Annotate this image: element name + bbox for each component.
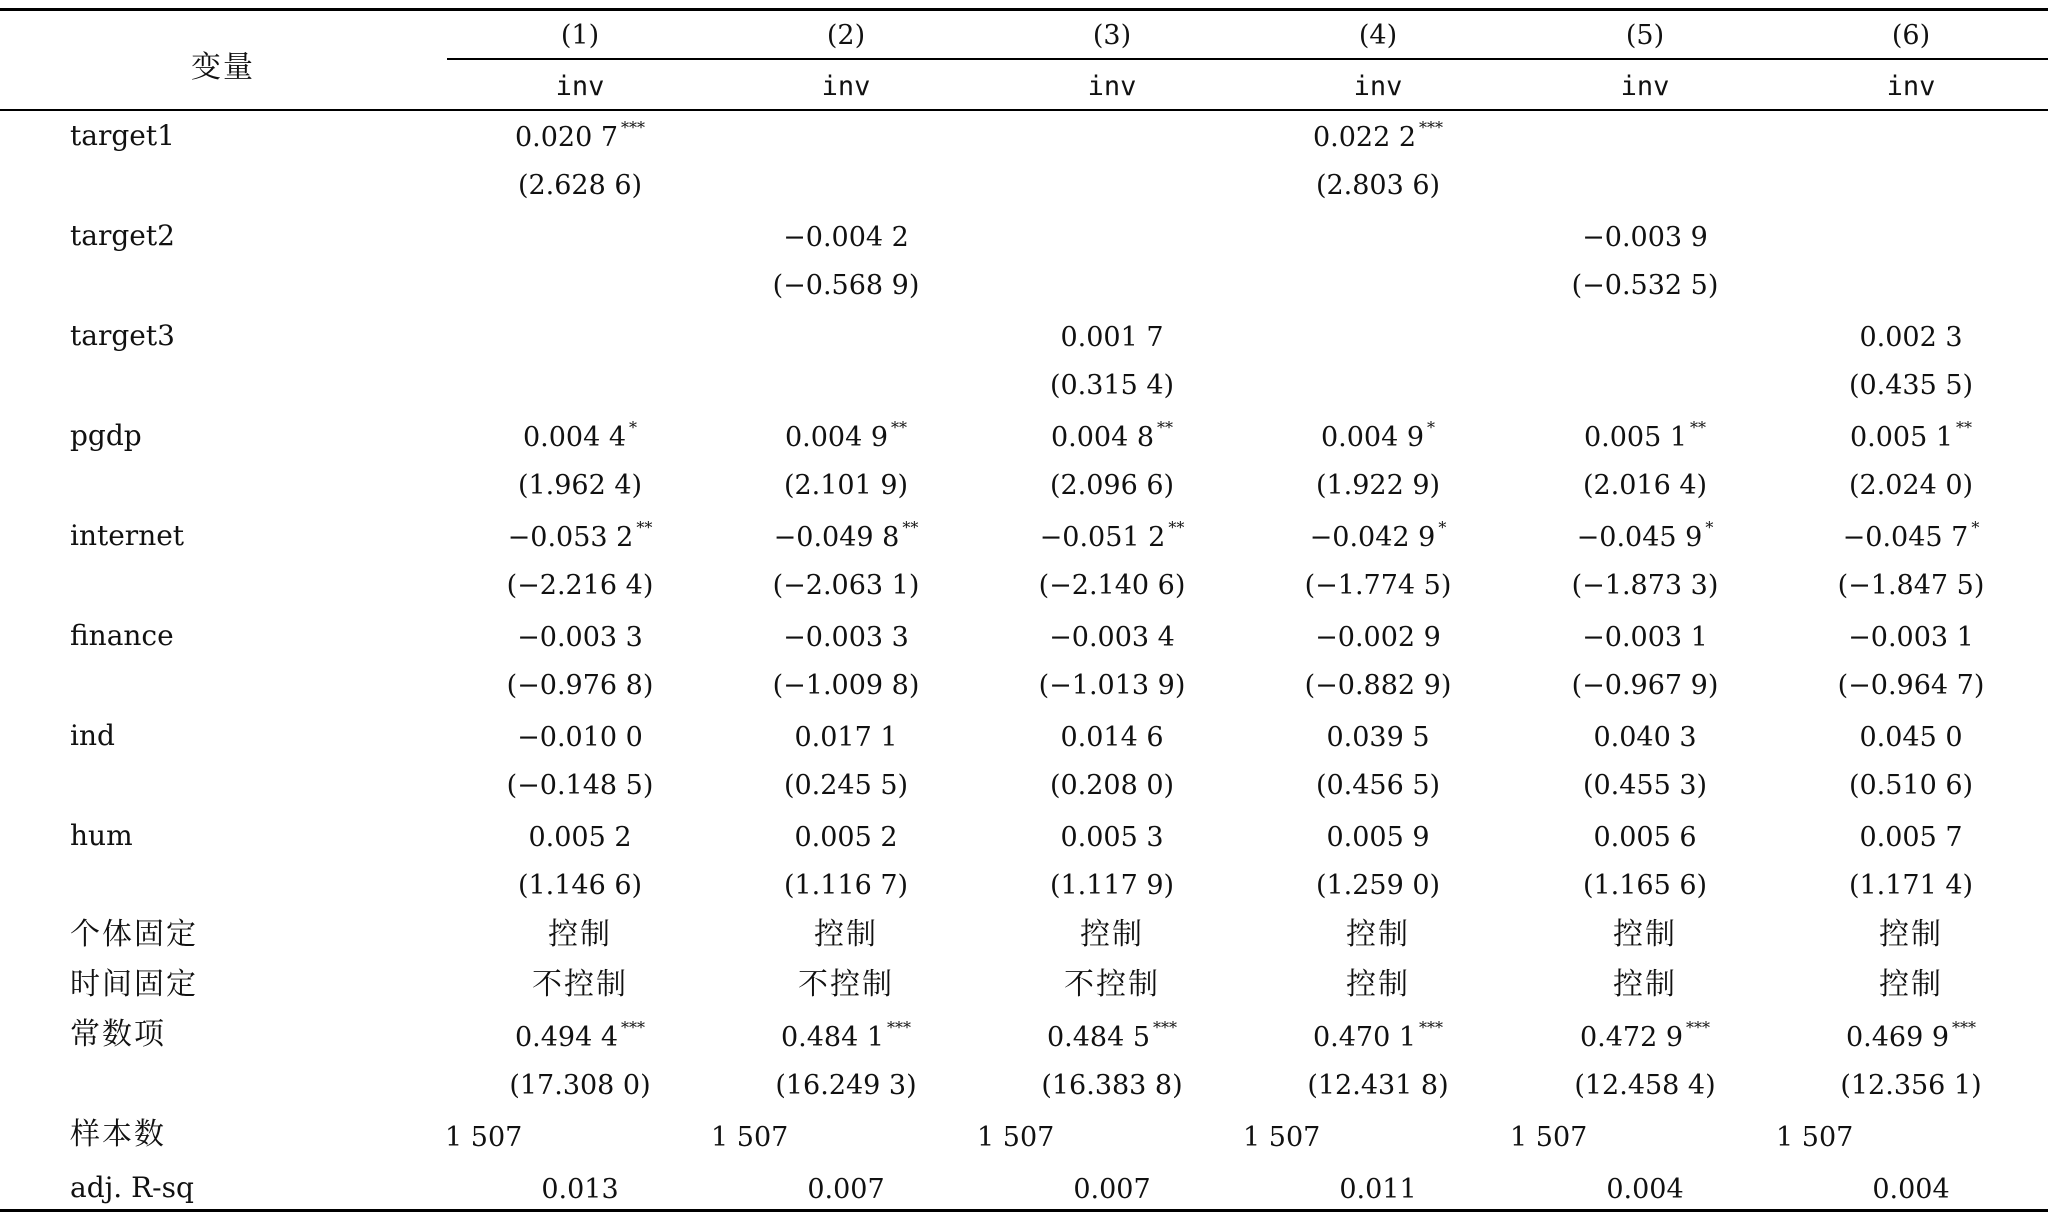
fe-2-4: 控制 — [1346, 967, 1410, 1002]
coef-target1-1-stars: *** — [621, 118, 646, 137]
row-label-internet: internet — [70, 519, 185, 552]
coef-finance-6-text: −0.003 1 — [1848, 622, 1974, 653]
r2-5-text: 0.004 — [1606, 1174, 1684, 1205]
coef-finance-1 — [450, 624, 710, 651]
coef-internet-6-stars: * — [1971, 518, 1980, 537]
coef-finance-6 — [1781, 624, 2041, 651]
r2-4 — [1248, 1176, 1508, 1203]
coef-ind-5-text: 0.040 3 — [1593, 722, 1697, 753]
tstat-constant-5-text: (12.458 4) — [1574, 1070, 1716, 1101]
tstat-ind-2-text: (0.245 5) — [783, 770, 909, 801]
coef-internet-1 — [450, 518, 710, 553]
fe-1-3: 控制 — [1080, 917, 1144, 952]
fe-1-6: 控制 — [1879, 917, 1943, 952]
tstat-target2-2-text: (−0.568 9) — [772, 270, 920, 301]
tstat-pgdp-6-text: (2.024 0) — [1848, 470, 1974, 501]
tstat-internet-6-text: (−1.847 5) — [1837, 570, 1985, 601]
tstat-internet-3-text: (−2.140 6) — [1038, 570, 1186, 601]
r2-2 — [716, 1176, 976, 1203]
tstat-constant-2-text: (16.249 3) — [775, 1070, 917, 1101]
tstat-finance-4-text: (−0.882 9) — [1304, 670, 1452, 701]
column-number-4: (4) — [1358, 20, 1398, 51]
coef-finance-1-text: −0.003 3 — [517, 622, 643, 653]
r2-3-text: 0.007 — [1073, 1174, 1151, 1205]
coef-internet-3 — [982, 518, 1242, 553]
tstat-hum-1 — [450, 872, 710, 899]
column-number-3: (3) — [1092, 20, 1132, 51]
coef-constant-6-stars: *** — [1952, 1018, 1977, 1037]
tstat-constant-1 — [450, 1072, 710, 1099]
coef-internet-3-stars: ** — [1168, 518, 1185, 537]
tstat-pgdp-6 — [1781, 472, 2041, 499]
coef-ind-6 — [1781, 724, 2041, 751]
tstat-hum-3 — [982, 872, 1242, 899]
coef-constant-5-stars: *** — [1686, 1018, 1711, 1037]
fe-2-3: 不控制 — [1064, 967, 1160, 1002]
tstat-target3-3 — [982, 372, 1242, 399]
tstat-target3-6-text: (0.435 5) — [1848, 370, 1974, 401]
coef-constant-1-stars: *** — [621, 1018, 646, 1037]
tstat-finance-5-text: (−0.967 9) — [1571, 670, 1719, 701]
tstat-target3-3-text: (0.315 4) — [1049, 370, 1175, 401]
coef-internet-3-text: −0.051 2 — [1039, 522, 1166, 553]
tstat-ind-3-text: (0.208 0) — [1049, 770, 1175, 801]
tstat-constant-3-text: (16.383 8) — [1041, 1070, 1183, 1101]
coef-pgdp-1 — [450, 418, 710, 453]
r2-6-text: 0.004 — [1872, 1174, 1950, 1205]
row-label-target3: target3 — [70, 319, 175, 352]
tstat-pgdp-5 — [1515, 472, 1775, 499]
coef-constant-4-stars: *** — [1419, 1018, 1444, 1037]
coef-pgdp-1-stars: * — [629, 418, 638, 437]
coef-internet-6-text: −0.045 7 — [1842, 522, 1969, 553]
tstat-internet-5-text: (−1.873 3) — [1571, 570, 1719, 601]
row-label-constant: 常数项 — [70, 1017, 166, 1052]
fe-1-1: 控制 — [548, 917, 612, 952]
row-label-target1: target1 — [70, 119, 175, 152]
tstat-hum-4-text: (1.259 0) — [1315, 870, 1441, 901]
coef-internet-5-stars: * — [1705, 518, 1714, 537]
dep-var-1: inv — [555, 71, 605, 102]
tstat-target3-6 — [1781, 372, 2041, 399]
tstat-target2-5 — [1515, 272, 1775, 299]
tstat-finance-6-text: (−0.964 7) — [1837, 670, 1985, 701]
coef-target1-4-stars: *** — [1419, 118, 1444, 137]
tstat-hum-3-text: (1.117 9) — [1049, 870, 1175, 901]
coef-hum-4-text: 0.005 9 — [1326, 822, 1430, 853]
dep-var-4: inv — [1353, 71, 1403, 102]
coef-pgdp-6-stars: ** — [1956, 418, 1973, 437]
coef-ind-3 — [982, 724, 1242, 751]
coef-hum-3 — [982, 824, 1242, 851]
n-2: 1 507 — [711, 1122, 789, 1153]
coef-pgdp-6-text: 0.005 1 — [1849, 422, 1954, 453]
coef-target1-1-text: 0.020 7 — [514, 122, 619, 153]
coef-target1-4-text: 0.022 2 — [1312, 122, 1417, 153]
tstat-ind-2 — [716, 772, 976, 799]
coef-pgdp-4-text: 0.004 9 — [1320, 422, 1425, 453]
dep-var-3: inv — [1087, 71, 1137, 102]
tstat-pgdp-5-text: (2.016 4) — [1582, 470, 1708, 501]
coef-ind-2 — [716, 724, 976, 751]
tstat-internet-6 — [1781, 572, 2041, 599]
n-1: 1 507 — [445, 1122, 523, 1153]
tstat-pgdp-2 — [716, 472, 976, 499]
coef-target1-4 — [1248, 118, 1508, 153]
tstat-hum-6-text: (1.171 4) — [1848, 870, 1974, 901]
tstat-internet-4 — [1248, 572, 1508, 599]
tstat-ind-6 — [1781, 772, 2041, 799]
r2-5 — [1515, 1176, 1775, 1203]
tstat-hum-1-text: (1.146 6) — [517, 870, 643, 901]
tstat-internet-4-text: (−1.774 5) — [1304, 570, 1452, 601]
coef-ind-1 — [450, 724, 710, 751]
tstat-ind-4-text: (0.456 5) — [1315, 770, 1441, 801]
coef-constant-6-text: 0.469 9 — [1845, 1022, 1950, 1053]
coef-pgdp-2-stars: ** — [891, 418, 908, 437]
tstat-finance-4 — [1248, 672, 1508, 699]
tstat-constant-4 — [1248, 1072, 1508, 1099]
tstat-target2-5-text: (−0.532 5) — [1571, 270, 1719, 301]
coef-target1-1 — [450, 118, 710, 153]
coef-internet-6 — [1781, 518, 2041, 553]
coef-pgdp-1-text: 0.004 4 — [522, 422, 627, 453]
tstat-constant-1-text: (17.308 0) — [509, 1070, 651, 1101]
coef-hum-6-text: 0.005 7 — [1859, 822, 1963, 853]
column-number-6: (6) — [1891, 20, 1931, 51]
r2-4-text: 0.011 — [1339, 1174, 1417, 1205]
coef-hum-5-text: 0.005 6 — [1593, 822, 1697, 853]
tstat-hum-5 — [1515, 872, 1775, 899]
tstat-finance-1-text: (−0.976 8) — [506, 670, 654, 701]
fe-1-5: 控制 — [1613, 917, 1677, 952]
fe-1-4: 控制 — [1346, 917, 1410, 952]
coef-finance-3 — [982, 624, 1242, 651]
coef-finance-5-text: −0.003 1 — [1582, 622, 1708, 653]
tstat-finance-3 — [982, 672, 1242, 699]
coef-target3-3 — [982, 324, 1242, 351]
tstat-constant-6-text: (12.356 1) — [1840, 1070, 1982, 1101]
coef-constant-3-stars: *** — [1153, 1018, 1178, 1037]
bottom-rule — [0, 1209, 2048, 1212]
coef-finance-4-text: −0.002 9 — [1315, 622, 1441, 653]
coef-hum-1 — [450, 824, 710, 851]
tstat-constant-3 — [982, 1072, 1242, 1099]
coef-internet-2 — [716, 518, 976, 553]
coef-target3-3-text: 0.001 7 — [1060, 322, 1164, 353]
tstat-finance-6 — [1781, 672, 2041, 699]
dep-var-5: inv — [1620, 71, 1670, 102]
coef-internet-4-text: −0.042 9 — [1309, 522, 1436, 553]
coef-ind-6-text: 0.045 0 — [1859, 722, 1963, 753]
tstat-internet-2-text: (−2.063 1) — [772, 570, 920, 601]
tstat-target2-2 — [716, 272, 976, 299]
coef-ind-5 — [1515, 724, 1775, 751]
tstat-finance-1 — [450, 672, 710, 699]
top-rule — [0, 8, 2048, 11]
coef-ind-4 — [1248, 724, 1508, 751]
coef-pgdp-4 — [1248, 418, 1508, 453]
tstat-ind-4 — [1248, 772, 1508, 799]
n-5: 1 507 — [1510, 1122, 1588, 1153]
tstat-internet-5 — [1515, 572, 1775, 599]
coef-target2-2 — [716, 224, 976, 251]
tstat-internet-3 — [982, 572, 1242, 599]
tstat-ind-1-text: (−0.148 5) — [506, 770, 654, 801]
coef-internet-4 — [1248, 518, 1508, 553]
r2-1 — [450, 1176, 710, 1203]
tstat-constant-2 — [716, 1072, 976, 1099]
fe-2-6: 控制 — [1879, 967, 1943, 1002]
coef-finance-3-text: −0.003 4 — [1049, 622, 1175, 653]
coef-hum-1-text: 0.005 2 — [528, 822, 632, 853]
coef-constant-3 — [982, 1018, 1242, 1053]
tstat-ind-1 — [450, 772, 710, 799]
coef-internet-1-text: −0.053 2 — [507, 522, 634, 553]
tstat-ind-6-text: (0.510 6) — [1848, 770, 1974, 801]
tstat-constant-4-text: (12.431 8) — [1307, 1070, 1449, 1101]
coef-hum-3-text: 0.005 3 — [1060, 822, 1164, 853]
coef-internet-5-text: −0.045 9 — [1576, 522, 1703, 553]
tstat-pgdp-4-text: (1.922 9) — [1315, 470, 1441, 501]
row-label-n: 样本数 — [70, 1117, 166, 1152]
tstat-pgdp-1 — [450, 472, 710, 499]
coef-constant-6 — [1781, 1018, 2041, 1053]
coef-constant-2 — [716, 1018, 976, 1053]
tstat-ind-5-text: (0.455 3) — [1582, 770, 1708, 801]
tstat-hum-2-text: (1.116 7) — [783, 870, 909, 901]
coef-pgdp-2-text: 0.004 9 — [784, 422, 889, 453]
tstat-pgdp-3 — [982, 472, 1242, 499]
tstat-ind-3 — [982, 772, 1242, 799]
tstat-hum-5-text: (1.165 6) — [1582, 870, 1708, 901]
tstat-hum-2 — [716, 872, 976, 899]
coef-target2-5 — [1515, 224, 1775, 251]
column-number-2: (2) — [826, 20, 866, 51]
tstat-pgdp-2-text: (2.101 9) — [783, 470, 909, 501]
coef-constant-2-stars: *** — [887, 1018, 912, 1037]
coef-finance-2 — [716, 624, 976, 651]
tstat-internet-1-text: (−2.216 4) — [506, 570, 654, 601]
coef-constant-3-text: 0.484 5 — [1046, 1022, 1151, 1053]
coef-target3-6 — [1781, 324, 2041, 351]
tstat-target1-4 — [1248, 172, 1508, 199]
coef-pgdp-4-stars: * — [1427, 418, 1436, 437]
tstat-ind-5 — [1515, 772, 1775, 799]
tstat-hum-6 — [1781, 872, 2041, 899]
tstat-pgdp-3-text: (2.096 6) — [1049, 470, 1175, 501]
dep-var-2: inv — [821, 71, 871, 102]
row-label-pgdp: pgdp — [70, 419, 142, 452]
coef-hum-5 — [1515, 824, 1775, 851]
coef-pgdp-2 — [716, 418, 976, 453]
tstat-hum-4 — [1248, 872, 1508, 899]
fe-2-2: 不控制 — [798, 967, 894, 1002]
fe-2-5: 控制 — [1613, 967, 1677, 1002]
dep-var-6: inv — [1886, 71, 1936, 102]
n-6: 1 507 — [1776, 1122, 1854, 1153]
coef-internet-1-stars: ** — [636, 518, 653, 537]
header-mid-rule — [447, 58, 2048, 60]
n-4: 1 507 — [1243, 1122, 1321, 1153]
tstat-internet-2 — [716, 572, 976, 599]
coef-constant-5-text: 0.472 9 — [1579, 1022, 1684, 1053]
row-label-finance: finance — [70, 619, 174, 652]
coef-ind-1-text: −0.010 0 — [517, 722, 643, 753]
row-label-target2: target2 — [70, 219, 175, 252]
coef-ind-3-text: 0.014 6 — [1060, 722, 1164, 753]
r2-3 — [982, 1176, 1242, 1203]
coef-ind-2-text: 0.017 1 — [794, 722, 898, 753]
coef-pgdp-3-text: 0.004 8 — [1050, 422, 1155, 453]
coef-internet-4-stars: * — [1438, 518, 1447, 537]
coef-internet-5 — [1515, 518, 1775, 553]
coef-constant-1-text: 0.494 4 — [514, 1022, 619, 1053]
coef-pgdp-3 — [982, 418, 1242, 453]
coef-target2-2-text: −0.004 2 — [783, 222, 909, 253]
tstat-finance-2-text: (−1.009 8) — [772, 670, 920, 701]
row-label-hum: hum — [70, 819, 133, 852]
coef-constant-2-text: 0.484 1 — [780, 1022, 885, 1053]
r2-1-text: 0.013 — [541, 1174, 619, 1205]
tstat-constant-6 — [1781, 1072, 2041, 1099]
coef-hum-6 — [1781, 824, 2041, 851]
fe-2-1: 不控制 — [532, 967, 628, 1002]
row-label-fe-1: 个体固定 — [70, 917, 198, 952]
n-3: 1 507 — [977, 1122, 1055, 1153]
coef-pgdp-5 — [1515, 418, 1775, 453]
tstat-target1-1-text: (2.628 6) — [517, 170, 643, 201]
tstat-finance-5 — [1515, 672, 1775, 699]
coef-finance-4 — [1248, 624, 1508, 651]
coef-pgdp-5-text: 0.005 1 — [1583, 422, 1688, 453]
r2-6 — [1781, 1176, 2041, 1203]
fe-1-2: 控制 — [814, 917, 878, 952]
coef-constant-4 — [1248, 1018, 1508, 1053]
tstat-finance-3-text: (−1.013 9) — [1038, 670, 1186, 701]
tstat-target1-1 — [450, 172, 710, 199]
coef-internet-2-stars: ** — [902, 518, 919, 537]
coef-target2-5-text: −0.003 9 — [1582, 222, 1708, 253]
coef-target3-6-text: 0.002 3 — [1859, 322, 1963, 353]
coef-pgdp-5-stars: ** — [1690, 418, 1707, 437]
coef-internet-2-text: −0.049 8 — [773, 522, 900, 553]
row-label-fe-2: 时间固定 — [70, 967, 198, 1002]
coef-hum-2 — [716, 824, 976, 851]
variable-header: 变量 — [191, 50, 255, 85]
coef-hum-2-text: 0.005 2 — [794, 822, 898, 853]
r2-2-text: 0.007 — [807, 1174, 885, 1205]
coef-pgdp-6 — [1781, 418, 2041, 453]
coef-constant-5 — [1515, 1018, 1775, 1053]
header-bottom-rule — [0, 109, 2048, 111]
column-number-1: (1) — [560, 20, 600, 51]
coef-ind-4-text: 0.039 5 — [1326, 722, 1430, 753]
tstat-internet-1 — [450, 572, 710, 599]
coef-finance-2-text: −0.003 3 — [783, 622, 909, 653]
column-number-5: (5) — [1625, 20, 1665, 51]
tstat-constant-5 — [1515, 1072, 1775, 1099]
coef-finance-5 — [1515, 624, 1775, 651]
tstat-finance-2 — [716, 672, 976, 699]
coef-constant-4-text: 0.470 1 — [1312, 1022, 1417, 1053]
tstat-target1-4-text: (2.803 6) — [1315, 170, 1441, 201]
tstat-pgdp-4 — [1248, 472, 1508, 499]
row-label-r2: adj. R-sq — [70, 1171, 194, 1204]
tstat-pgdp-1-text: (1.962 4) — [517, 470, 643, 501]
row-label-ind: ind — [70, 719, 115, 752]
coef-hum-4 — [1248, 824, 1508, 851]
coef-pgdp-3-stars: ** — [1157, 418, 1174, 437]
coef-constant-1 — [450, 1018, 710, 1053]
